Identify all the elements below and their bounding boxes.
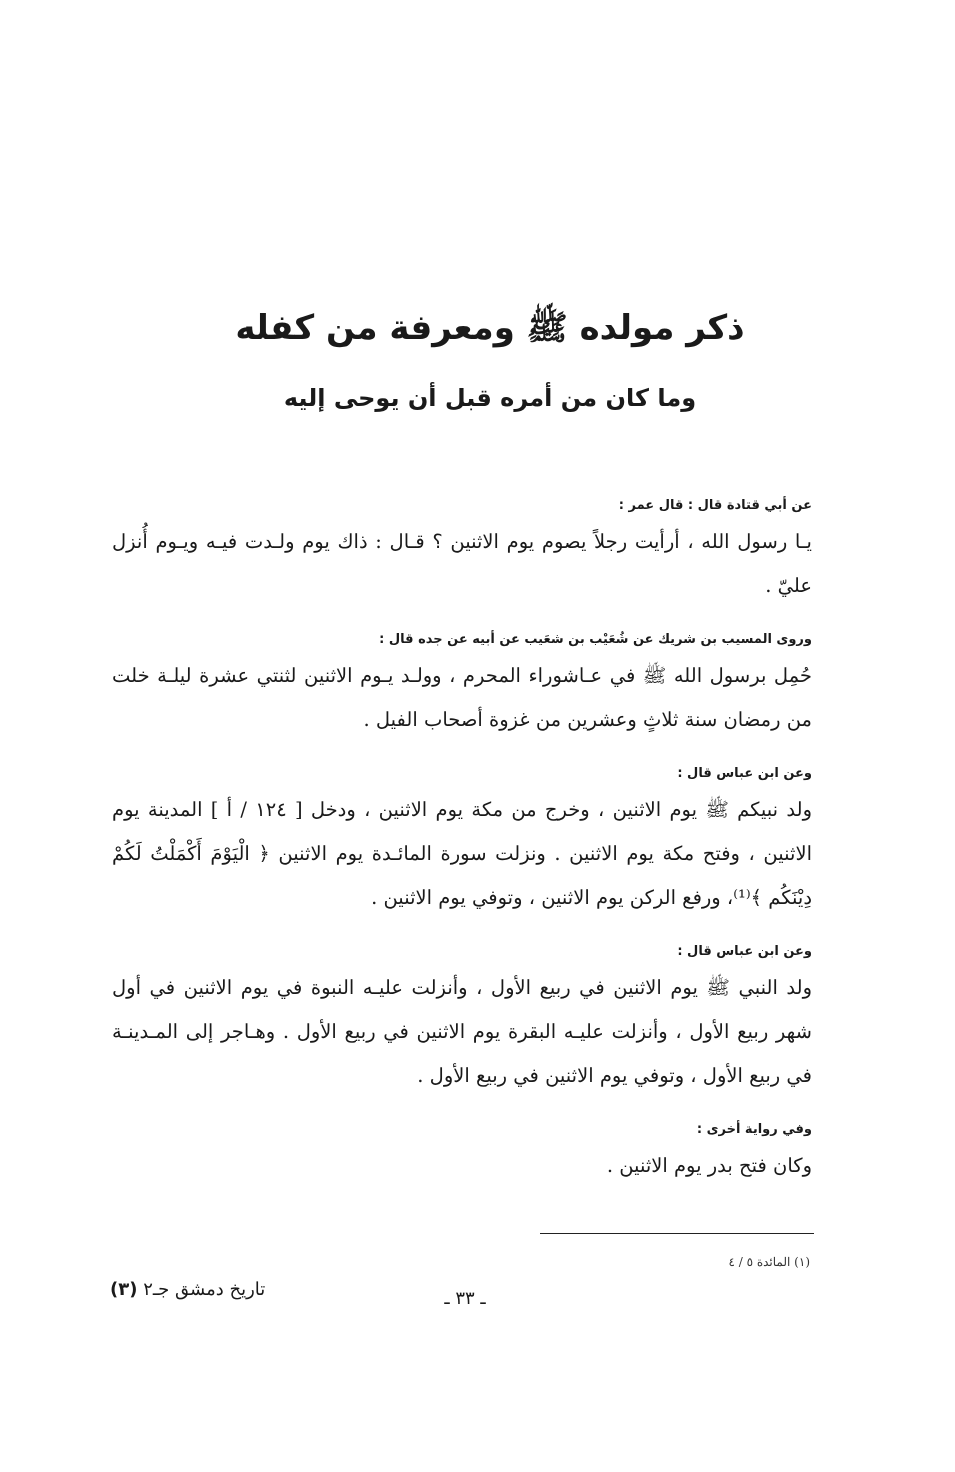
- narration-text: حُمِل برسول الله ﷺ في عـاشوراء المحرم ، وولـد يـوم الاثنين لثنتي عشرة ليلـة خلت من رمضان سنة ثلاثٍ وعشرين من غزوة أصحاب الفيل .: [112, 664, 812, 731]
- chapter-subtitle: وما كان من أمره قبل أن يوحى إليه: [283, 384, 697, 412]
- volume-number: (٣): [110, 1279, 138, 1300]
- narration-5: [112, 1116, 812, 1188]
- narration-intro: عن أبي قتادة قال : قال عمر :: [618, 498, 812, 513]
- page-number: ـ ٣٣ ـ: [444, 1288, 486, 1309]
- narration-text: ولد نبيكم ﷺ يوم الاثنين ، وخرج من مكة يوم الاثنين ، ودخل [ ١٢٤ / أ ] المدينة يوم الاثنين ، وفتح مكة يوم الاثنين . ونزلت سورة المائـدة يوم الاثنين ﴿ الْيَوْمَ أَكْمَلْتُ لَكُمْ دِيْنَكُم ﴾⁽¹⁾، ورفع الركن يوم الاثنين ، وتوفي يوم الاثنين .: [112, 798, 812, 909]
- narration-text: يـا رسول الله ، أرأيت رجلاً يصوم يوم الاثنين ؟ قـال : ذاك يوم ولـدت فيـه ويـوم أُنزل عليّ .: [112, 530, 812, 597]
- narrations: [112, 492, 812, 1206]
- narration-3: [112, 760, 812, 920]
- narration-4: [112, 938, 812, 1098]
- running-footer: [110, 1276, 410, 1304]
- narration-intro: وفي رواية أخرى :: [696, 1122, 812, 1137]
- narration-text: وكان فتح بدر يوم الاثنين .: [606, 1154, 812, 1177]
- narration-2: [112, 626, 812, 742]
- narration-text: ولد النبي ﷺ يوم الاثنين في ربيع الأول ، وأنزلت عليـه النبوة في يوم الاثنين في أول شهر ربيع الأول ، وأنزلت عليـه البقرة يوم الاثنين في ربيع الأول . وهـاجر إلى المـدينـة في ربيع الأول ، وتوفي يوم الاثنين في ربيع الأول .: [112, 976, 812, 1087]
- narration-1: [112, 492, 812, 608]
- footnote-divider: [540, 1233, 814, 1234]
- book-title: تاريخ دمشق جـ٢: [143, 1279, 266, 1300]
- footnote: (١) المائدة ٥ / ٤: [728, 1255, 810, 1269]
- narration-intro: وروى المسيب بن شريك عن شُعَيْب بن شعَيب عن أبيه عن جده قال :: [379, 632, 812, 647]
- narration-intro: وعن ابن عباس قال :: [677, 766, 812, 781]
- chapter-title: ذكر مولده ﷺ ومعرفة من كفله: [235, 308, 745, 348]
- narration-intro: وعن ابن عباس قال :: [677, 944, 812, 959]
